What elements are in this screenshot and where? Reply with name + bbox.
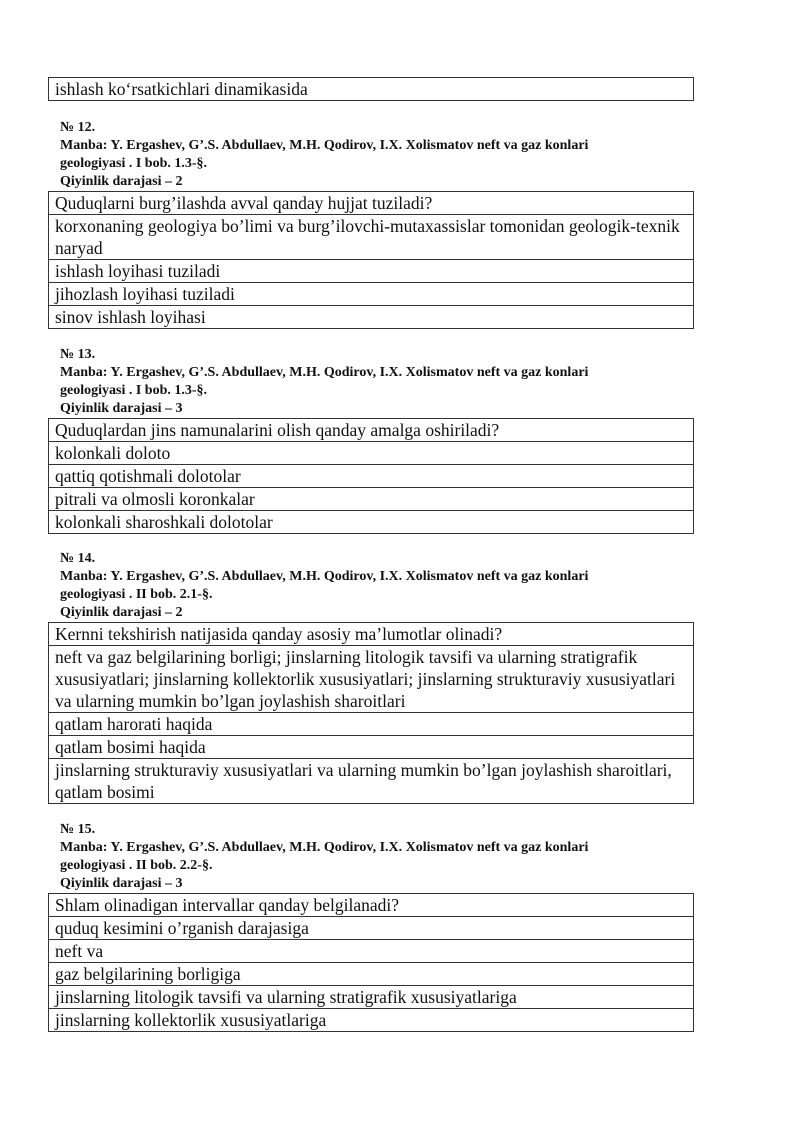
question-row xyxy=(49,623,694,646)
answer-row xyxy=(49,283,694,306)
question-number: № 15. xyxy=(60,822,96,837)
answer-row xyxy=(49,306,694,329)
question-row xyxy=(49,419,694,442)
question-text: Quduqlarni burg’ilashda avval qanday hujjat tuziladi? xyxy=(49,192,694,215)
question-source: Manba: Y. Ergashev, G’.S. Abdullaev, M.H. Qodirov, I.X. Xolismatov neft va gaz konlari xyxy=(60,840,589,855)
answer-row xyxy=(49,442,694,465)
question-block-15 xyxy=(55,821,694,1032)
question-text: Shlam olinadigan intervallar qanday belgilanadi? xyxy=(49,894,694,917)
answer-row xyxy=(49,511,694,534)
question-number: № 14. xyxy=(60,551,96,566)
answer-row xyxy=(49,759,694,804)
answer-option: sinov ishlash loyihasi xyxy=(49,306,694,329)
answer-option: ishlash loyihasi tuziladi xyxy=(49,260,694,283)
answer-table xyxy=(48,418,694,534)
answer-option: jinslarning kollektorlik xususiyatlariga xyxy=(49,1009,694,1032)
answer-row xyxy=(49,465,694,488)
answer-row xyxy=(49,215,694,260)
question-source: Manba: Y. Ergashev, G’.S. Abdullaev, M.H. Qodirov, I.X. Xolismatov neft va gaz konlari xyxy=(60,569,589,584)
question-text: Quduqlardan jins namunalarini olish qanday amalga oshiriladi? xyxy=(49,419,694,442)
answer-option: jinslarning strukturaviy xususiyatlari va ularning mumkin bo’lgan joylashish sharoitlari, qatlam bosimi xyxy=(49,759,694,804)
answer-correct: korxonaning geologiya bo’limi va burg’ilovchi-mutaxassislar tomonidan geologik-texnik naryad xyxy=(49,215,694,260)
answer-row xyxy=(49,917,694,940)
answer-row xyxy=(49,963,694,986)
answer-option: neft va xyxy=(49,940,694,963)
answer-table xyxy=(48,893,694,1032)
question-row xyxy=(49,894,694,917)
question-text: Kernni tekshirish natijasida qanday asosiy ma’lumotlar olinadi? xyxy=(49,623,694,646)
answer-option: kolonkali sharoshkali dolotolar xyxy=(49,511,694,534)
answer-row xyxy=(49,986,694,1009)
difficulty-level: Qiyinlik darajasi – 2 xyxy=(60,605,183,620)
answer-row xyxy=(49,1009,694,1032)
question-block-14 xyxy=(55,550,694,804)
answer-option: jinslarning litologik tavsifi va ularning stratigrafik xususiyatlariga xyxy=(49,986,694,1009)
answer-row xyxy=(49,646,694,713)
answer-option: qattiq qotishmali dolotolar xyxy=(49,465,694,488)
answer-option: qatlam bosimi haqida xyxy=(49,736,694,759)
answer-row xyxy=(49,78,694,101)
answer-table xyxy=(48,77,694,101)
difficulty-level: Qiyinlik darajasi – 2 xyxy=(60,174,183,189)
answer-row xyxy=(49,940,694,963)
answer-table xyxy=(48,622,694,804)
answer-option: jihozlash loyihasi tuziladi xyxy=(49,283,694,306)
question-source: Manba: Y. Ergashev, G’.S. Abdullaev, M.H. Qodirov, I.X. Xolismatov neft va gaz konlari xyxy=(60,365,589,380)
answer-table xyxy=(48,191,694,329)
question-source-ref: geologiyasi . I bob. 1.3-§. xyxy=(60,156,208,171)
answer-row xyxy=(49,488,694,511)
question-source-ref: geologiyasi . II bob. 2.1-§. xyxy=(60,587,213,602)
difficulty-level: Qiyinlik darajasi – 3 xyxy=(60,401,183,416)
question-block-13 xyxy=(55,346,694,534)
answer-cell: ishlash ko‘rsatkichlari dinamikasida xyxy=(49,78,694,101)
question-source-ref: geologiyasi . II bob. 2.2-§. xyxy=(60,858,213,873)
question-source-ref: geologiyasi . I bob. 1.3-§. xyxy=(60,383,208,398)
answer-row xyxy=(49,713,694,736)
question-number: № 13. xyxy=(60,347,96,362)
answer-correct: kolonkali doloto xyxy=(49,442,694,465)
question-row xyxy=(49,192,694,215)
question-block-12 xyxy=(55,119,694,329)
answer-correct: quduq kesimini o’rganish darajasiga xyxy=(49,917,694,940)
question-number: № 12. xyxy=(60,120,96,135)
answer-correct: neft va gaz belgilarining borligi; jinslarning litologik tavsifi va ularning stratigrafik xususiyatlari; jinslarning kollektorlik xususiyatlari; jinslarning strukturaviy xususiyatlari va ularning mumkin bo’lgan joylashish sharoitlari xyxy=(49,646,694,713)
answer-option: pitrali va olmosli koronkalar xyxy=(49,488,694,511)
previous-question-tail xyxy=(48,77,694,101)
answer-row xyxy=(49,736,694,759)
answer-option: gaz belgilarining borligiga xyxy=(49,963,694,986)
answer-row xyxy=(49,260,694,283)
difficulty-level: Qiyinlik darajasi – 3 xyxy=(60,876,183,891)
question-source: Manba: Y. Ergashev, G’.S. Abdullaev, M.H. Qodirov, I.X. Xolismatov neft va gaz konlari xyxy=(60,138,589,153)
answer-option: qatlam harorati haqida xyxy=(49,713,694,736)
